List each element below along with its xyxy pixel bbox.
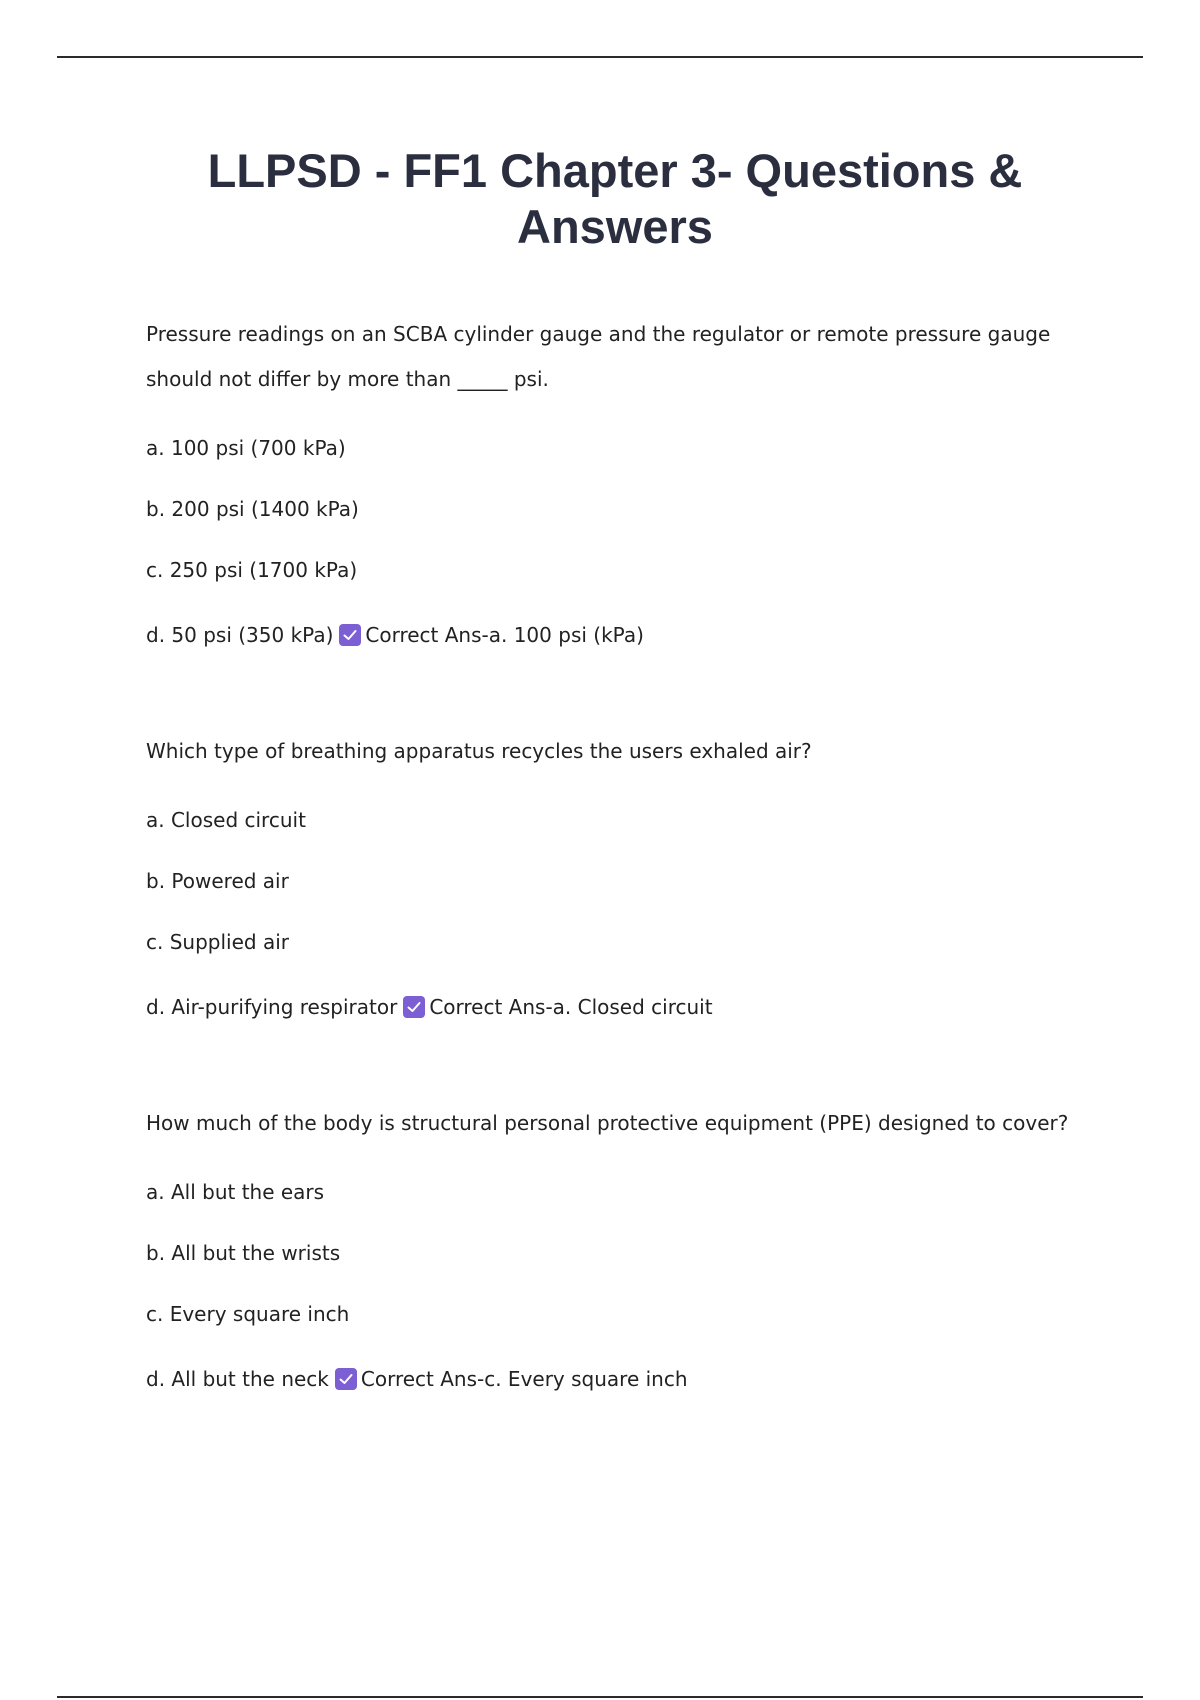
document-body <box>146 312 1076 1473</box>
question-text: How much of the body is structural personal protective equipment (PPE) designed to cover? <box>146 1111 1069 1135</box>
footer-rule <box>57 1696 1143 1698</box>
checkmark-icon <box>335 1368 357 1390</box>
question-3 <box>146 1101 1076 1413</box>
option-d-with-answer <box>146 1345 1076 1413</box>
option-b: b. 200 psi (1400 kPa) <box>146 497 359 521</box>
correct-answer: Correct Ans-a. 100 psi (kPa) <box>365 623 644 647</box>
option-d-with-answer <box>146 601 1076 669</box>
option-c: c. Every square inch <box>146 1302 350 1326</box>
option-b: b. All but the wrists <box>146 1241 341 1265</box>
option-d: d. All but the neck <box>146 1367 329 1391</box>
correct-answer: Correct Ans-c. Every square inch <box>360 1367 688 1391</box>
checkmark-icon <box>403 996 425 1018</box>
correct-answer: Correct Ans-a. Closed circuit <box>429 995 713 1019</box>
option-b: b. Powered air <box>146 869 289 893</box>
option-d: d. 50 psi (350 kPa) <box>146 623 334 647</box>
option-a: a. Closed circuit <box>146 808 306 832</box>
option-c: c. Supplied air <box>146 930 289 954</box>
page-title: LLPSD - FF1 Chapter 3- Questions & Answers <box>207 144 1023 253</box>
question-2 <box>146 729 1076 1041</box>
header-rule <box>57 56 1143 58</box>
question-1 <box>146 312 1076 669</box>
option-a: a. 100 psi (700 kPa) <box>146 436 346 460</box>
question-text: Pressure readings on an SCBA cylinder gauge and the regulator or remote pressure gauge should not differ by more than _____ psi. <box>146 322 1051 391</box>
option-a: a. All but the ears <box>146 1180 325 1204</box>
option-d: d. Air-purifying respirator <box>146 995 398 1019</box>
option-d-with-answer <box>146 973 1076 1041</box>
question-text: Which type of breathing apparatus recycles the users exhaled air? <box>146 739 812 763</box>
option-c: c. 250 psi (1700 kPa) <box>146 558 358 582</box>
checkmark-icon <box>339 624 361 646</box>
